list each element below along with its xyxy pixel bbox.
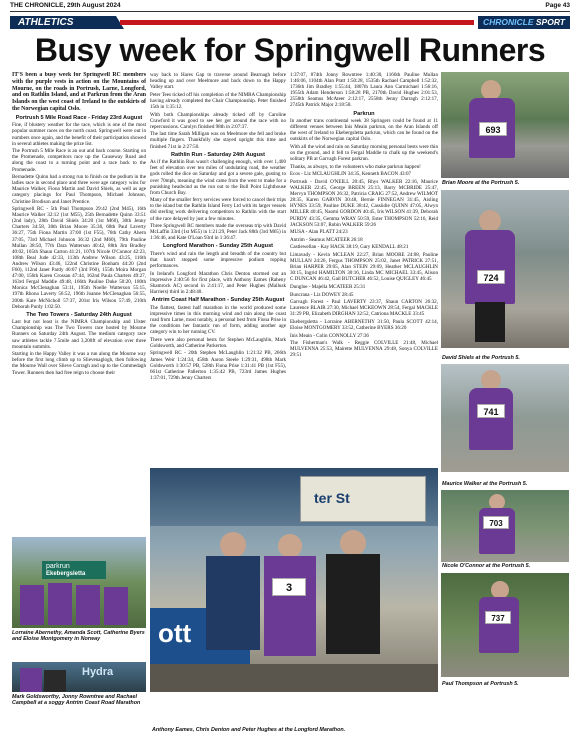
- result-line: Dungloe - Majella MCATEER 25:31: [290, 284, 366, 290]
- subheading: Portrush 5 Mile Road Race - Friday 23rd August: [15, 114, 143, 121]
- race-bib: 737: [485, 611, 511, 624]
- result-line: Castlewellan - Kay HACK 38:19, Gary KENDALL 48:21: [290, 244, 409, 251]
- section-label: ATHLETICS: [10, 16, 116, 29]
- article-lead: IT'S been a busy week for Springwell RC members with the purple vests in action on the Mountains of Mourne, on the roads in Portrush, Larne, Longford, and on Rathlin Island, and at Parkrun from the Aran Islands on the west coast of Ireland to the outskirts of the Norwegian capital Oslo.: [12, 72, 146, 112]
- result-line: Antrim - Seamus MCATEER 26:18: [290, 236, 363, 243]
- caption-nicole: Nicole O'Connor at the Portrush 5.: [442, 563, 531, 569]
- section-bar: [10, 16, 570, 29]
- result-line: Portrush - David O'NEILL 20:45, Rhys WALKER 22:16, Maurice WALKER 22:45, George BREEN 25:13, Barry MCBRIDE 25:47, Mervyn THOMPSON 26:32, Patricia CRAIG 27:52, Andrew WILMOT 28:35, Karen GARVIN 30:48, Bernie FINNEGAN 31:45, Aisling HYNES 33:59, Pauline DUKE 38:42, Cassiidie QUINN 47:05, Alwyn MILLER 40:45, Naomi GORDON 40:45, Iris WILSON 41:39, Deborah PURDY 43:35, Gemma WRAY 50:59, Ester THOMPSON 52:16, Reid JACKSON 53:07, Robin WALKER 59:26: [290, 179, 438, 228]
- subheading: Antrim Coast Half Marathon - Sunday 25th August: [151, 297, 285, 304]
- paragraph: As if the Rathlin Run wasn't challenging enough, with over 1,400 feet of elevation over ten miles of undulating road, the weather gods rolled the dice on Saturday and got a severe gale, gusting to over 70mph, meaning the wind came from the west to make for a punishing headwind as the run out to the Bull Point Lighthouse from Church Bay.: [150, 159, 286, 196]
- paragraph: With both Championships already ticked off by Caroline Crawford it was good to see her get around the race with no repercussions. Carolyn finished 98th in 2:07:37.: [150, 111, 286, 130]
- race-bib: 703: [483, 516, 509, 529]
- paragraph: There were also personal bests for Stephen McLaughlin, Mark Goldsworth, and Catherine Parkerton.: [150, 336, 286, 349]
- page-header: [10, 2, 570, 12]
- photo-maurice-walker: [441, 364, 569, 472]
- result-line: Garvagh Forest - Paul LAVERTY 23:37, Shaun CARTON 26:32, Laurence BLAIR 27:30, Michael MCKEOWN 28:54, Fergal MACKLE 31:29 PB, Elizabeth DIRGHAN 32:52, Catriona MACKLE 33:45: [290, 299, 438, 318]
- photo-brian-moore: [441, 72, 569, 178]
- publication-date: THE CHRONICLE, 29th August 2024: [10, 2, 121, 9]
- race-bib: 693: [479, 122, 507, 136]
- photo-paul-thompson: [441, 573, 569, 677]
- paragraph: Fine, if blustery weather for the race, which is one of the most popular summer races on the north coast. Springwell were out in numbers once again, and the benefit of their participation showed in several athletes making the prize list.: [12, 122, 146, 147]
- caption-paul: Paul Thompson at Portrush 5.: [442, 681, 519, 687]
- subheading: The Two Towers - Saturday 24th August: [26, 311, 132, 318]
- paragraph: The Portrush 5 Mile Race is an out and back course. Starting on the Promenade, competitors race up the Causeway Road and along the coast to a turning point and a race back to the Promenade.: [12, 148, 146, 173]
- result-line: Buncrana - Liz DOWEY 28:45: [290, 291, 354, 298]
- banner-text: ott: [158, 618, 192, 648]
- race-bib: 741: [477, 404, 505, 418]
- caption-anthony: Anthony Eames, Chris Denton and Peter Hughes at the Longford Marathon.: [152, 727, 346, 733]
- brand-name: CHRONICLE: [482, 17, 534, 27]
- section-divider: [120, 20, 474, 25]
- water-sign-text: ter St: [314, 490, 350, 506]
- result-line: MUSA - Alan PLATT 24:23: [290, 229, 348, 236]
- caption-mark: Mark Goldsworthy, Jonny Rowntree and Rachael Campbell at a soggy Antrim Coast Road Marathon: [12, 694, 141, 707]
- parkrun-sign: parkrun: [46, 563, 70, 570]
- result-line: Limavady - Kevin MCLEAN 22:27, Brian MOORE 24:08, Pauline MULLAN 24:26, Fergus THOMPSON 25:02, Janet PATRICK 27:51, Brian HARPER 29:05, Alan STEIN 29:09, Heather MCLAUGHLIN 30:15, Ingrid HAMILTON 30:16, Linda MC MICHAEL 33:45, Alison C DUNCAN 46:42, Gail BUTCHER 46:52, Louise QUIGLEY 46:45: [290, 252, 438, 283]
- paragraph: With all the wind and rain on Saturday morning personal bests were thin on the ground, and it fell to Fergal Maddie to chalk up the weekend's solitary PB at Garvagh Forest parkrun.: [290, 144, 438, 163]
- paragraph: Last but not least is the NIMRA Championship and Ulster Championship was The Two Towers race hosted by Mourne Runners on Saturday 24th August. The medium category race saw athletes tackle 7.5mile and 3,200ft of elevation over three mountain summits.: [12, 319, 146, 350]
- caption-lorraine: Lorraine Abernethy, Amanda Scott, Catherine Byers and Eloise Montgomery in Norway: [12, 630, 145, 643]
- caption-maurice: Maurice Walker at the Portrush 5.: [442, 481, 528, 487]
- result-line: Ecos - Liz MCLAUGHLIN 34:35, Kenneth BACON 43:07: [290, 171, 412, 178]
- paragraph: Springwell RC - 5th Paul Thompson 29:42 (2nd M45), 16th Maurice Walker 32:12 (1st M55), 25th Bernadette Quinn 33:51 (2nd lady), 28th David Shiels 34:20 (1st M60), 30th Jenny Charters 34:58, 38th Brian Moore 35:36, 68th Paul Laverty 36:27, 75th Fiona Martin 37:00 (1st F55), 76th Cathy Ahern 37:05, 73rd Michael Johnson 36:32 (2nd M60), 79th Pauline Mullan 38:50, 77th Dara Watterson 40:42, 88th Jim Bradley 40:02, 105th Shaun Carton 41:21, 107th Nicole O'Connor 42:23, 108th Beal Jude 42:33, 113th Andrew Wilson 43:25, 116th Andrew Wilson 43:46, 122nd Christine Bonham 44:20 (2nd F60), 112nd Janet Pardy 46:07 (3rd F60), 155th Moira Morgan 47:00, 156th Karen Crossan 47:44, 162nd Paula Charters 49:27, 163rd Fergal Maddie 49:48, 166th Pauline Duke 50:20, 180th Monica McClenaghan 53:11, 195th Noelle Watterson 55:15, 197th Rhona Laverty 56:52, 196th Joanne McClenaghan 56:55, 200th Kate McNicholl 57:37, 201st Iris Wilson 57:49, 210th Deborah Purdy 1:02:50.: [12, 206, 146, 310]
- race-bib: 3: [272, 578, 306, 596]
- page-number: Page 43: [545, 2, 570, 9]
- photo-david-shiels: [441, 190, 569, 348]
- hydra-logo-text: Hydra: [82, 666, 114, 678]
- race-bib: 724: [477, 270, 505, 284]
- article-column-1: [12, 72, 146, 532]
- photo-antrim-coast-group-visible: [12, 662, 146, 692]
- paragraph: Peter Tees ticked off his completion of the NIMRA Championship having already completed the Chair Championship. Peter finished 15th in 1:35:12.: [150, 91, 286, 110]
- paragraph: In another trans continental week 38 Springers could be found at 11 different venues between Inis Meain parkrun, on the Aran Islands off the west of Ireland to Ekebergsletta parkrun, which can be found on the outskirts of the Norwegian capital Oslo.: [290, 118, 438, 143]
- photo-ekebergsletta-group: [12, 537, 146, 628]
- paragraph: Bernadette Quinn had a strong run to finish on the podium in the ladies race in second place and three were age category wins for Maurice Walker, Fiona Martin and David Shiels, as well as age category placings for Paul Thompson, Michael Johnson, Christine Brodison and Janet Prentice.: [12, 174, 146, 205]
- paragraph: way back to Hares Gap to traverse around Bearnagh before heading up and over Meelmore and back down to the Happy Valley start.: [150, 72, 286, 91]
- caption-brian: Brian Moore at the Portrush 5.: [442, 180, 520, 186]
- paragraph: The last time Sarah Milligan was on Meelmore she fell and broke multiple fingers. Thankfully she stayed upright this time and finished 71st in 2:27:50.: [150, 131, 286, 150]
- result-line: Ekebergsletta - Lorraine ABERNETHY 31:50, Paula SCOTT 42:14, Eloise MONTGOMERY 33:52, Catherine BYERS 36:20: [290, 318, 438, 332]
- paragraph: There's wind and rain the length and breadth of the country but that hasn't stopped some impressive podium topping performances.: [150, 251, 286, 270]
- photo-longford-podium: [150, 468, 438, 692]
- paragraph: Thanks, as always, to the volunteers who make parkrun happen!: [290, 163, 421, 170]
- subheading: Rathlin Run - Saturday 24th August: [171, 151, 265, 158]
- paragraph: In Ireland's Longford Marathon Chris Denton stormed out an impressive 2:40:56 for first place, with Anthony Eames (Raheny Shamrock AC) second in 2:41:17, and Peter Hughes (Mallusk Harriers) third in 2:48:40.: [150, 270, 286, 296]
- brand-suffix: SPORT: [535, 17, 566, 27]
- sport-brand: [478, 16, 570, 29]
- result-line: The Fisherman's Walk - Reggie COLVILLE 21:48, Michael MULVENNA 25:53, Mairette MULVENNA 29:48, Sonya COLVILLE 29:51: [290, 340, 438, 359]
- result-line: Inis Meain - Colin CONNOLLY 27:36: [290, 332, 369, 339]
- ekeberg-sign: Ekebergsletta: [46, 571, 86, 577]
- paragraph: The flattest, fastest half marathon in the world produced some impressive times in this morning wind and rain along the coast road from Larne, most notably, a personal best from Fiona Prise in the conditions her fantastic run of form, adding another age category win to her running CV.: [150, 304, 286, 336]
- article-column-3: [290, 72, 438, 464]
- subheading: Longford Marathon - Sunday 25th August: [162, 243, 274, 250]
- subheading: Parkrun: [353, 110, 375, 117]
- article-column-2: [150, 72, 286, 464]
- caption-david: David Shiels at the Portrush 5.: [442, 355, 520, 361]
- paragraph: Many of the smaller ferry services were forced to cancel their trips to the island but the Rathlin Island Ferry Ltd with its larger vessels did sterling work delivering competitors to Rathlin with the start of the race delayed by just a few minutes.: [150, 197, 286, 222]
- paragraph: 1:37:07, 874th Jonny Rowntree 1:40:30, 1166th Pauline Mullan 1:46:06, 1104th Alan Pratt 1:50:28, 1535th Rachael Campbell 1:52:32, 1736th Jim Bradley 1:55:44, 1807th Laura Ann Carmichael 1:56:16, 1955th Adam Henderson 1:58:28 PB, 2170th David Hughes 2:01:53, 2558th Seamus McAteer 2:12:17, 2558th Jenny Darragh 2:12:17, 2745th Patrick Major 2:18:58.: [290, 72, 438, 109]
- paragraph: Starting in the Happy Valley it was a run along the Mourne way before the first long climb up to Slievenaglogh, then following the Mourne Wall over Slieve Corragh and up to the Commedagh Tower. Runners then had free reign to choose their: [12, 351, 146, 376]
- paragraph: Three Springwell RC members made the overseas trip with David McLaffin 33rd (1st M55) in 1:21:29, Peter Jack 88th (3rd M65) in 1:36:46, and Kate O'Loan 93rd in 1:36:47.: [150, 223, 286, 242]
- headline: Busy week for Springwell Runners: [34, 32, 546, 68]
- paragraph: Springwell RC - 20th Stephen McLaughlin 1:21:32 PB, 266th James Weir 1:24:34, 458th Aaron Steele 1:29:31, 498th Mark Goldsworth 1:30:57 PB, 528th Fiona Prise 1:31:41 PB (1st F55), 661st Catherine Pallerton 1:35:42 PB, 723rd James Hughes 1:37:01, 729th Jenny Charters: [150, 350, 286, 381]
- photo-nicole-oconnor: [441, 490, 569, 562]
